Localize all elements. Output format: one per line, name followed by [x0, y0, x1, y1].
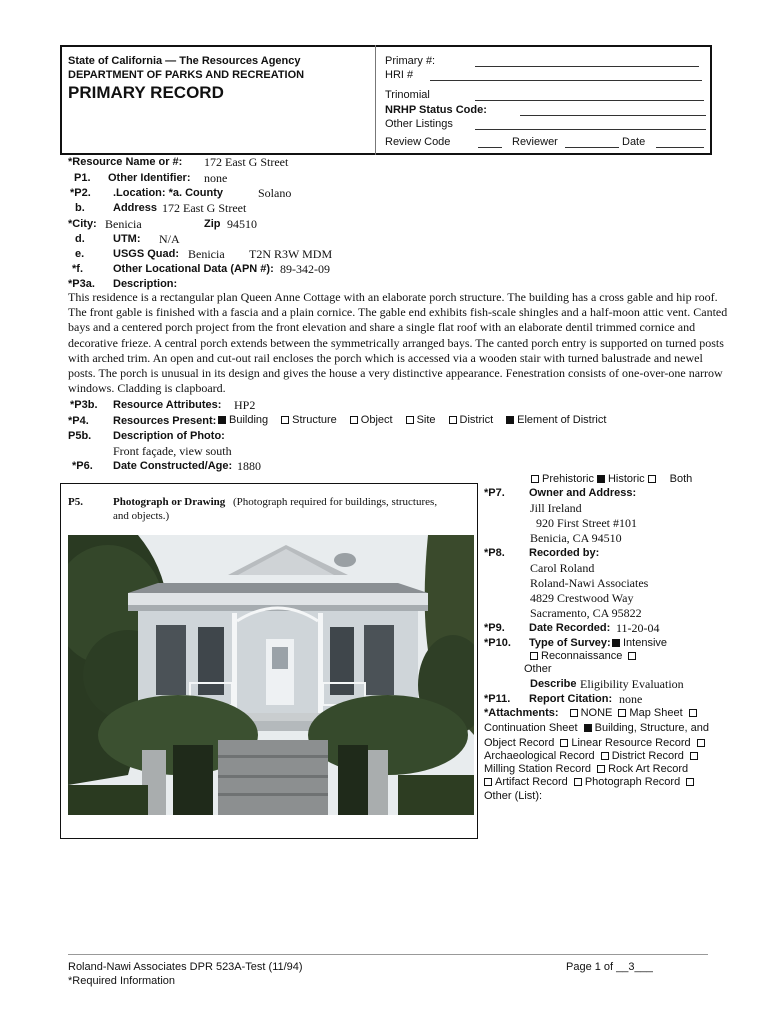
resource-name-label: *Resource Name or #: — [68, 156, 183, 168]
nrhp-field[interactable] — [520, 115, 706, 116]
reconnaissance-label: Reconnaissance — [541, 650, 623, 662]
age-checkbox[interactable] — [597, 475, 605, 483]
reconnaissance-checkbox[interactable] — [530, 652, 538, 660]
owner-line-2: 920 First Street #101 — [536, 516, 637, 530]
resource-name-value: 172 East G Street — [204, 155, 289, 169]
hri-field[interactable] — [430, 80, 702, 81]
rock-art-checkbox[interactable] — [597, 765, 605, 773]
p9-label: Date Recorded: — [529, 622, 611, 634]
bsor-label: Building, Structure, and — [594, 722, 709, 734]
linear-label: Linear Resource Record — [571, 737, 691, 749]
recorder-line-2: Roland-Nawi Associates — [530, 576, 649, 590]
archaeological-label: Archaeological Record — [484, 750, 595, 762]
attachments-line-2 — [484, 722, 709, 734]
map-sheet-checkbox[interactable] — [618, 709, 626, 717]
hri-label: HRI # — [385, 69, 414, 81]
p3b-label: Resource Attributes: — [113, 399, 222, 411]
page-title: PRIMARY RECORD — [68, 83, 224, 102]
age-label: Prehistoric — [542, 473, 594, 485]
p10-intensive — [609, 637, 667, 649]
artifact-checkbox[interactable] — [484, 778, 492, 786]
describe-value: Eligibility Evaluation — [580, 677, 684, 691]
other-listings-field[interactable] — [475, 129, 706, 130]
resource-checkbox[interactable] — [506, 416, 514, 424]
attachments-line-5 — [484, 763, 688, 775]
reviewer-field[interactable] — [565, 147, 619, 148]
date-field[interactable] — [656, 147, 704, 148]
p1-value: none — [204, 171, 228, 185]
e-code: e. — [75, 248, 85, 260]
attachments-label: *Attachments: — [484, 707, 559, 719]
other-list-label: Other (List): — [484, 790, 543, 802]
utm-label: UTM: — [113, 233, 141, 245]
milling-label: Milling Station Record — [484, 763, 591, 775]
utm-value: N/A — [159, 232, 180, 246]
p11-label: Report Citation: — [529, 693, 613, 705]
continuation-checkbox[interactable] — [689, 709, 697, 717]
other-listings-label: Other Listings — [385, 118, 453, 130]
resource-checkbox[interactable] — [218, 416, 226, 424]
trinomial-field[interactable] — [475, 100, 704, 101]
agency-name: State of California — The Resources Agency — [68, 55, 301, 67]
p10-code: *P10. — [484, 637, 511, 649]
p6-value: 1880 — [237, 459, 261, 473]
intensive-label: Intensive — [623, 637, 668, 649]
footer-rule — [68, 954, 708, 955]
p3a-label: Description: — [113, 278, 178, 290]
p11-value: none — [619, 692, 643, 706]
resource-option — [403, 414, 436, 426]
p5-note: (Photograph required for buildings, structures, — [233, 496, 438, 508]
other-loc-label: Other Locational Data (APN #): — [113, 263, 274, 275]
city-value: Benicia — [105, 217, 142, 231]
attachments-line-4 — [484, 750, 701, 762]
attachments-line-1 — [484, 707, 700, 719]
resource-label: Element of District — [517, 414, 607, 426]
attachments-line-3 — [484, 737, 708, 749]
department-name: DEPARTMENT OF PARKS AND RECREATION — [68, 69, 305, 81]
zip-value: 94510 — [227, 217, 257, 231]
p10-label: Type of Survey: — [529, 637, 611, 649]
owner-line-3: Benicia, CA 94510 — [530, 531, 622, 545]
resource-option — [446, 414, 494, 426]
usgs-trs-value: T2N R3W MDM — [249, 247, 333, 261]
map-sheet-label: Map Sheet — [629, 707, 683, 719]
linear-checkbox[interactable] — [560, 739, 568, 747]
p3a-code: *P3a. — [68, 278, 95, 290]
review-code-field[interactable] — [478, 147, 502, 148]
city-label: *City: — [68, 218, 97, 230]
p4-label: Resources Present: — [113, 415, 217, 427]
p5b-value: Front façade, view south — [113, 444, 232, 458]
resource-checkbox[interactable] — [281, 416, 289, 424]
resource-label: Site — [416, 414, 436, 426]
district-checkbox[interactable] — [601, 752, 609, 760]
description-text: This residence is a rectangular plan Queen Anne Cottage with an elaborate porch structure. The building has a cross gable and hip roof. The front gable is finished with a fascia and a plain cornice. The gable end exhibits fish-scale shingles and a half-moon attic vent. Canted bays and a centered porch project from the front elevation and share a single flat roof with an elaborate dentil trimmed cornice and decorative frieze. A central porch extends between the symmetrically arranged bays. The canted porch entry is supported on turned posts with arched trim. An open and cut-out rail encloses the porch which is accessed via a wooden stair with turned balustrade and newel posts. The porch is unusual in its design and gives the house a very distinctive appearance. Fenestration consists of one-over-one narrow windows. Cladding is clapboard. — [68, 290, 728, 396]
usgs-quad-value: Benicia — [188, 247, 225, 261]
recorder-line-3: 4829 Crestwood Way — [530, 591, 634, 605]
f-code: *f. — [72, 263, 83, 275]
resource-label: Building — [229, 414, 269, 426]
p2-label: .Location: *a. County — [113, 187, 223, 199]
p5-note-2: and objects.) — [113, 510, 170, 522]
resource-option — [278, 414, 337, 426]
district-record-label: District Record — [611, 750, 684, 762]
date-label: Date — [622, 136, 646, 148]
none-checkbox[interactable] — [570, 709, 578, 717]
p8-code: *P8. — [484, 547, 505, 559]
resource-label: Structure — [292, 414, 337, 426]
p8-label: Recorded by: — [529, 547, 600, 559]
primary-field[interactable] — [475, 66, 699, 67]
resource-option — [347, 414, 393, 426]
recorder-line-4: Sacramento, CA 95822 — [530, 606, 642, 620]
address-label: Address — [113, 202, 158, 214]
artifact-label: Artifact Record — [495, 776, 568, 788]
archaeological-checkbox[interactable] — [697, 739, 705, 747]
attachments-line-6 — [484, 776, 697, 788]
p3b-value: HP2 — [234, 398, 256, 412]
none-label: NONE — [580, 707, 613, 719]
p10-reconnaissance — [527, 650, 639, 662]
bsor-checkbox[interactable] — [584, 724, 592, 732]
p9-code: *P9. — [484, 622, 505, 634]
p7-code: *P7. — [484, 487, 505, 499]
usgs-label: USGS Quad: — [113, 248, 180, 260]
p6-code: *P6. — [72, 460, 93, 472]
continuation-label: Continuation Sheet — [484, 722, 578, 734]
p2-code: *P2. — [70, 187, 91, 199]
resource-option — [503, 414, 606, 426]
object-record-label: Object Record — [484, 737, 555, 749]
resource-checkbox[interactable] — [406, 416, 414, 424]
age-label: Both — [669, 473, 693, 485]
describe-label: Describe — [530, 678, 577, 690]
age-checkbox[interactable] — [531, 475, 539, 483]
intensive-checkbox[interactable] — [612, 639, 620, 647]
county-value: Solano — [258, 186, 292, 200]
resource-checkbox[interactable] — [350, 416, 358, 424]
form-id: Roland-Nawi Associates DPR 523A-Test (11/94) — [68, 961, 303, 973]
header-divider — [375, 45, 376, 155]
milling-checkbox[interactable] — [690, 752, 698, 760]
reviewer-label: Reviewer — [512, 136, 558, 148]
p6-label: Date Constructed/Age: — [113, 460, 233, 472]
owner-line-1: Jill Ireland — [530, 501, 582, 515]
nrhp-label: NRHP Status Code: — [385, 104, 487, 116]
review-code-label: Review Code — [385, 136, 451, 148]
p7-label: Owner and Address: — [529, 487, 637, 499]
rock-art-label: Rock Art Record — [608, 763, 689, 775]
p3b-code: *P3b. — [70, 399, 98, 411]
other-survey-label: Other — [524, 663, 552, 675]
d-code: d. — [75, 233, 85, 245]
required-note: *Required Information — [68, 975, 176, 987]
resource-option — [215, 414, 268, 426]
age-label: Historic — [607, 473, 645, 485]
zip-label: Zip — [204, 218, 221, 230]
p5b-label: Description of Photo: — [113, 430, 225, 442]
trinomial-label: Trinomial — [385, 89, 430, 101]
page-number: Page 1 of __3___ — [566, 961, 653, 973]
b-code: b. — [75, 202, 85, 214]
other-loc-value: 89-342-09 — [280, 262, 330, 276]
other-list-checkbox[interactable] — [686, 778, 694, 786]
age-options — [528, 473, 692, 485]
p11-code: *P11. — [484, 693, 511, 705]
photo-record-checkbox[interactable] — [574, 778, 582, 786]
resource-label: District — [459, 414, 494, 426]
address-value: 172 East G Street — [162, 201, 247, 215]
p4-code: *P4. — [68, 415, 89, 427]
photo-record-label: Photograph Record — [584, 776, 681, 788]
other-survey-checkbox[interactable] — [628, 652, 636, 660]
p5b-code: P5b. — [68, 430, 92, 442]
resource-label: Object — [360, 414, 393, 426]
resource-checkbox[interactable] — [449, 416, 457, 424]
primary-label: Primary #: — [385, 55, 436, 67]
age-checkbox[interactable] — [648, 475, 656, 483]
house-photo — [68, 535, 474, 815]
resources-present-list — [215, 414, 606, 426]
p1-code: P1. — [74, 172, 91, 184]
p5-code: P5. — [68, 496, 83, 508]
recorder-line-1: Carol Roland — [530, 561, 595, 575]
p9-value: 11-20-04 — [616, 621, 660, 635]
p1-label: Other Identifier: — [108, 172, 191, 184]
p5-label: Photograph or Drawing — [113, 496, 226, 508]
